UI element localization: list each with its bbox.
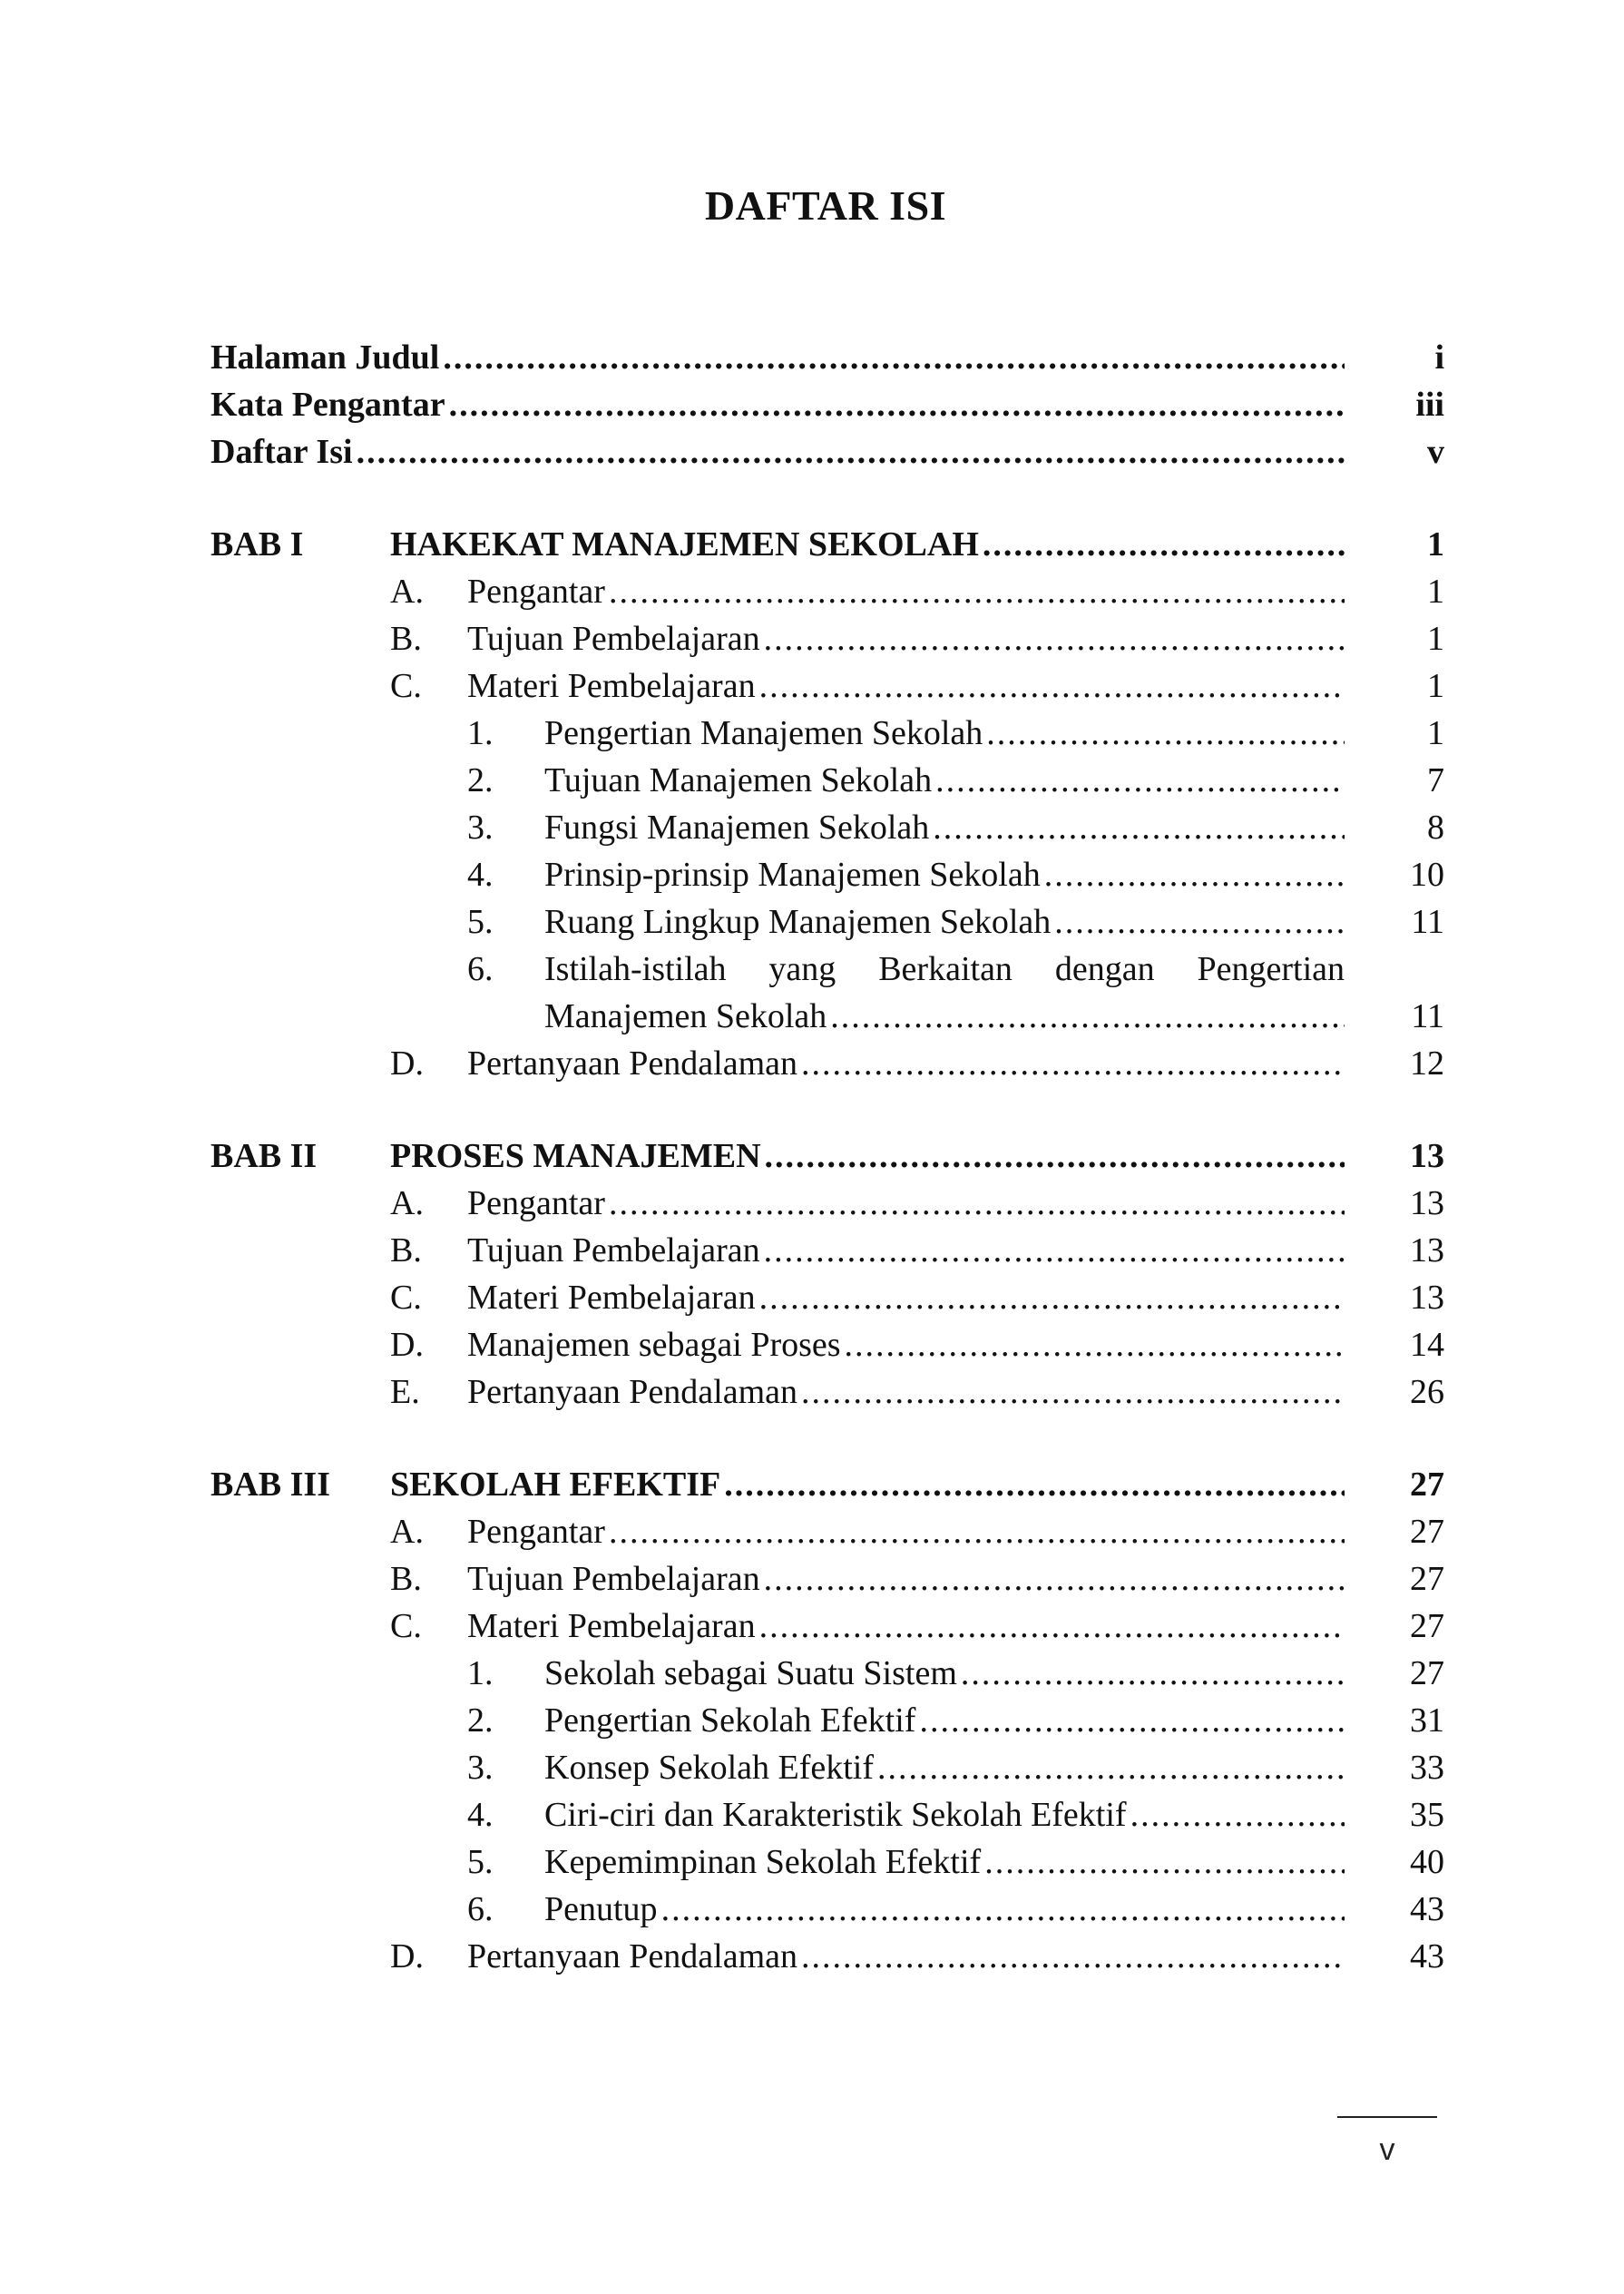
subsection-marker: 3. <box>467 1749 494 1787</box>
dot-leader <box>919 1697 1345 1744</box>
toc-page-number: 43 <box>1410 1937 1444 1975</box>
dot-leader <box>661 1886 1345 1933</box>
toc-page-number: 27 <box>1410 1466 1444 1504</box>
toc-page-number: 10 <box>1410 856 1444 894</box>
toc-section[interactable] <box>210 1180 1444 1227</box>
toc-page-number: 8 <box>1427 809 1444 847</box>
subsection-label: Konsep Sekolah Efektif <box>544 1749 875 1787</box>
chapter-title: PROSES MANAJEMEN <box>390 1137 761 1175</box>
subsection-marker: 1. <box>467 1654 494 1692</box>
toc-section[interactable] <box>210 1040 1444 1087</box>
dot-leader <box>1130 1791 1345 1838</box>
toc-page-number: 13 <box>1410 1231 1444 1270</box>
dot-leader <box>609 1508 1345 1555</box>
dot-leader <box>845 1321 1345 1368</box>
subsection-marker: 2. <box>467 1701 494 1740</box>
toc-section[interactable] <box>210 1555 1444 1603</box>
footer-rule <box>1337 2116 1437 2118</box>
toc-section[interactable] <box>210 615 1444 662</box>
section-marker: C. <box>390 667 422 705</box>
section-label: Materi Pembelajaran <box>467 1607 756 1645</box>
toc-subsection[interactable] <box>210 1791 1444 1838</box>
toc-chapter-bab-iii[interactable] <box>210 1461 1444 1508</box>
toc-entry-halaman-judul[interactable] <box>210 334 1444 381</box>
section-label: Materi Pembelajaran <box>467 667 756 705</box>
toc-chapter-bab-ii[interactable] <box>210 1132 1444 1180</box>
toc-subsection[interactable] <box>210 804 1444 851</box>
toc-page-number: 27 <box>1410 1654 1444 1692</box>
subsection-marker: 1. <box>467 714 494 752</box>
dot-leader <box>1054 898 1345 946</box>
subsection-marker: 6. <box>467 1890 494 1928</box>
section-marker: D. <box>390 1044 424 1083</box>
toc-subsection[interactable] <box>210 1650 1444 1697</box>
section-label: Pertanyaan Pendalaman <box>467 1373 798 1411</box>
toc-page-number: 26 <box>1410 1373 1444 1411</box>
toc-subsection[interactable] <box>210 1886 1444 1933</box>
toc-page-number: 11 <box>1411 997 1444 1035</box>
toc-page-number: 1 <box>1427 714 1444 752</box>
dot-leader <box>765 1132 1345 1180</box>
section-marker: A. <box>390 1184 424 1222</box>
toc-page-number: v <box>1427 433 1444 471</box>
subsection-label: Penutup <box>544 1890 658 1928</box>
toc-page-number: 13 <box>1410 1137 1444 1175</box>
dot-leader <box>983 521 1345 568</box>
subsection-label: Sekolah sebagai Suatu Sistem <box>544 1654 957 1692</box>
dot-leader <box>609 568 1345 615</box>
subsection-label: Ciri-ciri dan Karakteristik Sekolah Efektif <box>544 1796 1127 1834</box>
dot-leader <box>801 1040 1345 1087</box>
dot-leader <box>724 1461 1345 1508</box>
toc-subsection[interactable] <box>210 757 1444 804</box>
section-marker: D. <box>390 1937 424 1975</box>
section-marker: C. <box>390 1607 422 1645</box>
toc-page-number: 40 <box>1410 1843 1444 1881</box>
toc-page-number: 31 <box>1410 1701 1444 1740</box>
subsection-label: Pengertian Manajemen Sekolah <box>544 714 983 752</box>
toc-page-number: 1 <box>1427 525 1444 564</box>
dot-leader <box>764 1555 1345 1603</box>
toc-section[interactable] <box>210 1274 1444 1321</box>
subsection-marker: 4. <box>467 1796 494 1834</box>
footer-page-number: v <box>1379 2132 1395 2167</box>
dot-leader <box>759 1603 1345 1650</box>
toc-section[interactable] <box>210 1368 1444 1416</box>
section-label: Tujuan Pembelajaran <box>467 620 760 658</box>
section-label: Tujuan Pembelajaran <box>467 1560 760 1598</box>
section-label: Pengantar <box>467 573 605 611</box>
section-marker: C. <box>390 1279 422 1317</box>
toc-chapter-bab-i[interactable] <box>210 521 1444 568</box>
chapter-number: BAB I <box>210 525 304 564</box>
toc-subsection[interactable] <box>210 1838 1444 1886</box>
toc-entry-kata-pengantar[interactable] <box>210 381 1444 428</box>
chapter-number: BAB III <box>210 1466 330 1504</box>
toc-page-number: i <box>1434 338 1444 377</box>
section-label: Tujuan Pembelajaran <box>467 1231 760 1270</box>
toc-page-number: 12 <box>1410 1044 1444 1083</box>
dot-leader <box>801 1933 1345 1980</box>
toc-page-number: 13 <box>1410 1184 1444 1222</box>
toc-page-number: 43 <box>1410 1890 1444 1928</box>
section-label: Materi Pembelajaran <box>467 1279 756 1317</box>
section-label: Pertanyaan Pendalaman <box>467 1937 798 1975</box>
subsection-label: Fungsi Manajemen Sekolah <box>544 809 930 847</box>
toc-section[interactable] <box>210 568 1444 615</box>
subsection-label: Prinsip-prinsip Manajemen Sekolah <box>544 856 1041 894</box>
section-label: Manajemen sebagai Proses <box>467 1326 841 1364</box>
toc-page-number: 1 <box>1427 573 1444 611</box>
toc-entry-daftar-isi[interactable] <box>210 428 1444 475</box>
toc-page-number: 33 <box>1410 1749 1444 1787</box>
toc-page-number: 13 <box>1410 1279 1444 1317</box>
toc-page-number: 7 <box>1427 761 1444 799</box>
toc-section[interactable] <box>210 662 1444 710</box>
toc-subsection[interactable] <box>210 898 1444 946</box>
chapter-title: SEKOLAH EFEKTIF <box>390 1466 721 1504</box>
subsection-marker: 5. <box>467 903 494 941</box>
section-marker: B. <box>390 1231 422 1270</box>
toc-page-number: 1 <box>1427 667 1444 705</box>
subsection-marker: 6. <box>467 950 494 988</box>
subsection-marker: 4. <box>467 856 494 894</box>
toc-section[interactable] <box>210 1508 1444 1555</box>
toc-page-number: 27 <box>1410 1513 1444 1551</box>
table-of-contents <box>210 334 1444 1980</box>
dot-leader <box>961 1650 1345 1697</box>
toc-subsection[interactable] <box>210 1744 1444 1791</box>
toc-page-number: 1 <box>1427 620 1444 658</box>
section-label: Pengantar <box>467 1513 605 1551</box>
subsection-label: Tujuan Manajemen Sekolah <box>544 761 933 799</box>
dot-leader <box>830 993 1345 1040</box>
chapter-title: HAKEKAT MANAJEMEN SEKOLAH <box>390 525 979 564</box>
dot-leader <box>933 804 1345 851</box>
toc-page-number: 27 <box>1410 1607 1444 1645</box>
dot-leader <box>759 1274 1345 1321</box>
subsection-marker: 2. <box>467 761 494 799</box>
section-label: Pengantar <box>467 1184 605 1222</box>
toc-page-number: 27 <box>1410 1560 1444 1598</box>
subsection-marker: 3. <box>467 809 494 847</box>
subsection-label-line-1: Istilah-istilah yang Berkaitan dengan Pengertian <box>544 950 1345 988</box>
subsection-label: Pengertian Sekolah Efektif <box>544 1701 916 1740</box>
section-label: Pertanyaan Pendalaman <box>467 1044 798 1083</box>
dot-leader <box>609 1180 1345 1227</box>
toc-page-number: 35 <box>1410 1796 1444 1834</box>
subsection-marker: 5. <box>467 1843 494 1881</box>
chapter-number: BAB II <box>210 1137 318 1175</box>
subsection-label: Kepemimpinan Sekolah Efektif <box>544 1843 982 1881</box>
toc-subsection[interactable] <box>210 851 1444 898</box>
dot-leader <box>801 1368 1345 1416</box>
dot-leader <box>759 662 1345 710</box>
toc-section[interactable] <box>210 1321 1444 1368</box>
dot-leader <box>984 1838 1345 1886</box>
dot-leader <box>986 710 1345 757</box>
subsection-label: Ruang Lingkup Manajemen Sekolah <box>544 903 1052 941</box>
dot-leader <box>449 381 1345 428</box>
toc-subsection[interactable] <box>210 1697 1444 1744</box>
section-marker: B. <box>390 1560 422 1598</box>
section-marker: D. <box>390 1326 424 1364</box>
section-marker: A. <box>390 1513 424 1551</box>
dot-leader <box>935 757 1345 804</box>
toc-section[interactable] <box>210 1603 1444 1650</box>
dot-leader <box>764 1227 1345 1274</box>
dot-leader <box>357 428 1345 475</box>
toc-subsection[interactable] <box>210 710 1444 757</box>
toc-entry-label: Halaman Judul <box>210 338 440 377</box>
toc-entry-label: Daftar Isi <box>210 433 353 471</box>
section-marker: A. <box>390 573 424 611</box>
toc-section[interactable] <box>210 1933 1444 1980</box>
dot-leader <box>1044 851 1345 898</box>
section-marker: E. <box>390 1373 420 1411</box>
toc-page-number: 11 <box>1411 903 1444 941</box>
section-marker: B. <box>390 620 422 658</box>
toc-page-number: iii <box>1415 386 1444 424</box>
toc-subsection-continuation[interactable] <box>210 993 1444 1040</box>
toc-section[interactable] <box>210 1227 1444 1274</box>
toc-page-number: 14 <box>1410 1326 1444 1364</box>
toc-entry-label: Kata Pengantar <box>210 386 445 424</box>
dot-leader <box>764 615 1345 662</box>
page-title: DAFTAR ISI <box>704 182 947 229</box>
toc-subsection[interactable] <box>210 946 1444 993</box>
subsection-label-line-2: Manajemen Sekolah <box>544 997 827 1035</box>
dot-leader <box>877 1744 1345 1791</box>
dot-leader <box>443 334 1345 381</box>
